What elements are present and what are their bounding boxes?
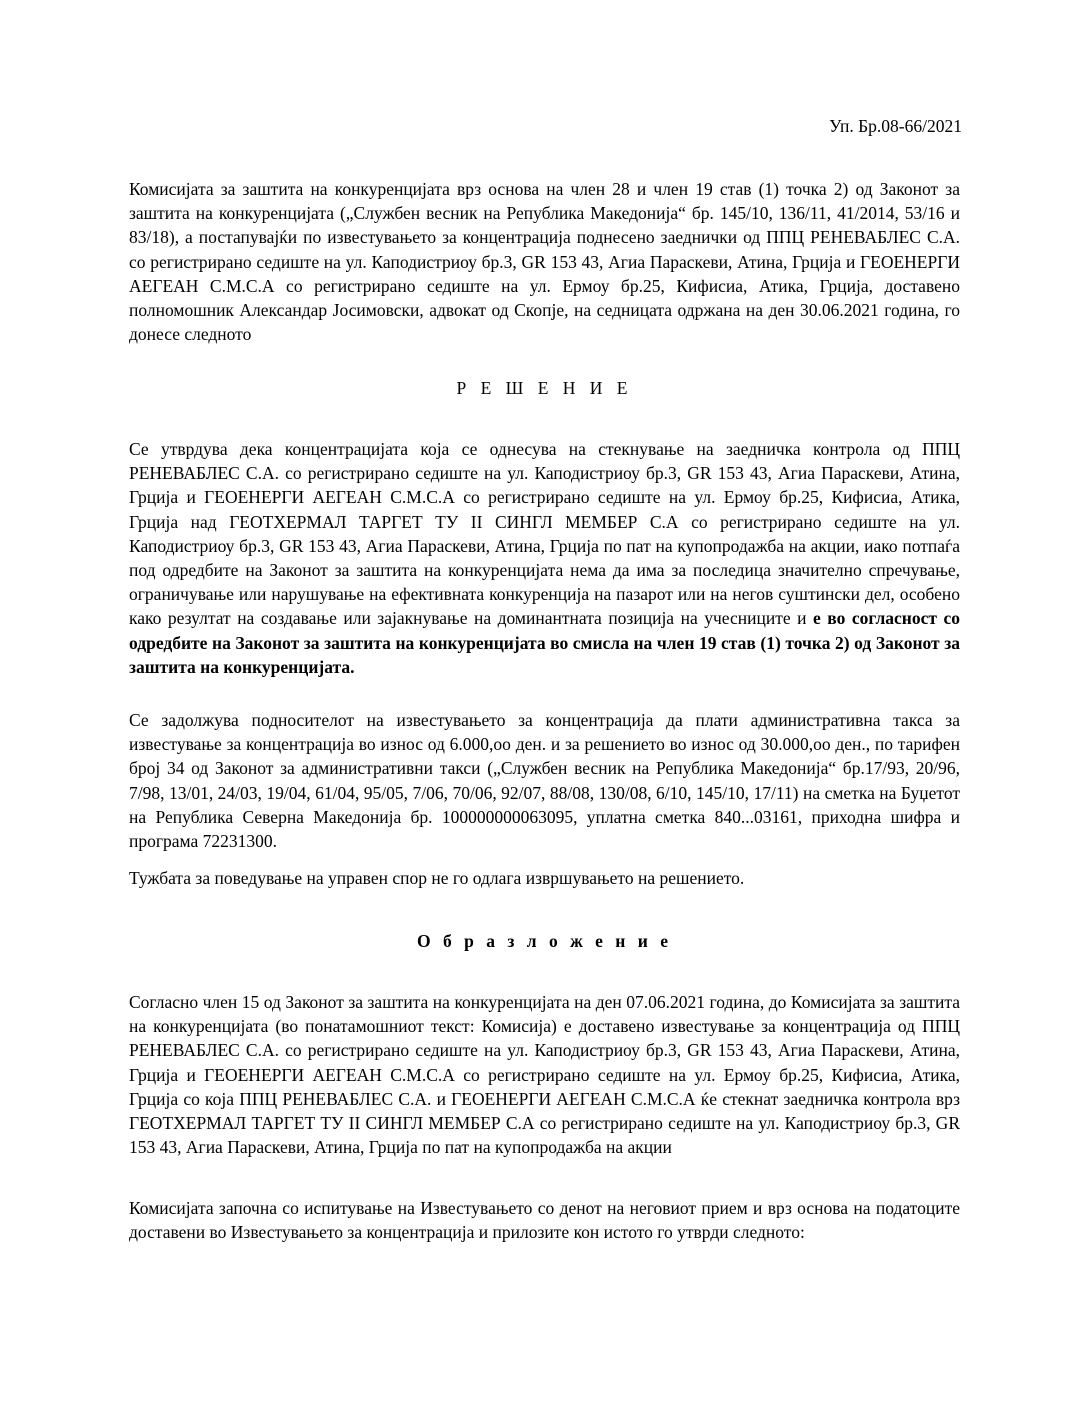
case-reference-number: Уп. Бр.08-66/2021 [829,116,962,136]
decision-paragraph-3: Тужбата за поведување на управен спор не го одлага извршувањето на решението. [129,868,745,888]
reasoning-paragraph-2: Комисијата започна со испитување на Известувањето со денот на неговиот прием и врз основа на податоците доставени во Известувањето за концентрација и прилозите кон истото го утврди следното: [129,1198,960,1243]
decision-paragraph-1-text: Се утврдува дека концентрацијата која се однесува на стекнување на заедничка контрола од ППЦ РЕНЕВАБЛЕС С.А. со регистрирано седиште на ул. Каподистриоу бр.3, GR 153 43, Агиа Параскеви, Атина, Грција и ГЕОЕНЕРГИ АЕГЕАН С.М.С.А со регистрирано седиште на ул. Ермоу бр.25, Кифисиа, Атика, Грција над ГЕОТХЕРМАЛ ТАРГЕТ ТУ II СИНГЛ МЕМБЕР С.А со регистрирано седиште на ул. Каподистриоу бр.3, GR 153 43, Агиа Параскеви, Атина, Грција по пат на купопродажба на акции, иако потпаѓа под одредбите на Законот за заштита на конкуренцијата нема да има за последица значително спречување, ограничување или нарушување на ефективната конкуренција на пазарот или на негов суштински дел, особено како резултат на создавање или зајакнување на доминантната позиција на учесниците и [129,439,960,629]
decision-paragraph-1 [129,437,960,679]
decision-paragraph-1-bold-text: е во согласност со одредбите на Законот за заштита на конкуренцијата во смисла на член 19 став (1) точка 2) од Законот за заштита на конкуренцијата. [129,608,960,677]
decision-paragraph-2: Се задолжува подносителот на известувањето за концентрација да плати административна такса за известување за концентрација во износ од 6.000,оо ден. и за решението во износ од 30.000,оо ден., по тарифен број 34 од Законот за административни такси („Службен весник на Република Македонија“ бр.17/93, 20/96, 7/98, 13/01, 24/03, 19/04, 61/04, 95/05, 7/06, 70/06, 92/07, 88/08, 130/08, 6/10, 145/10, 17/11) на сметка на Буџетот на Република Северна Македонија бр. 100000000063095, уплатна сметка 840...03161, приходна шифра и програма 72231300. [129,710,960,852]
intro-paragraph: Комисијата за заштита на конкуренцијата врз основа на член 28 и член 19 став (1) точка 2) од Законот за заштита на конкуренцијата („Службен весник на Република Македонија“ бр. 145/10, 136/11, 41/2014, 53/16 и 83/18), а постапувајќи по известувањето за концентрација поднесено заеднички од ППЦ РЕНЕВАБЛЕС С.А. со регистрирано седиште на ул. Каподистриоу бр.3, GR 153 43, Агиа Параскеви, Атина, Грција и ГЕОЕНЕРГИ АЕГЕАН С.М.С.А со регистрирано седиште на ул. Ермоу бр.25, Кифисиа, Атика, Грција, доставено полномошник Александар Јосимовски, адвокат од Скопје, на седницата одржана на ден 30.06.2021 година, го донесе следното [129,179,960,345]
decision-title: Р Е Ш Е Н И Е [456,378,633,398]
reasoning-paragraph-1: Согласно член 15 од Законот за заштита на конкуренцијата на ден 07.06.2021 година, до Комисијата за заштита на конкуренцијата (во понатамошниот текст: Комисија) е доставено известување за концентрација од ППЦ РЕНЕВАБЛЕС С.А. со регистрирано седиште на ул. Каподистриоу бр.3, GR 153 43, Агиа Параскеви, Атина, Грција и ГЕОЕНЕРГИ АЕГЕАН С.М.С.А со регистрирано седиште на ул. Ермоу бр.25, Кифисиа, Атика, Грција со која ППЦ РЕНЕВАБЛЕС С.А. и ГЕОЕНЕРГИ АЕГЕАН С.М.С.А ќе стекнат заедничка контрола врз ГЕОТХЕРМАЛ ТАРГЕТ ТУ II СИНГЛ МЕМБЕР С.А со регистрирано седиште на ул. Каподистриоу бр.3, GR 153 43, Агиа Параскеви, Атина, Грција по пат на купопродажба на акции [129,992,960,1158]
reasoning-title: О б р а з л о ж е н и е [417,931,672,951]
